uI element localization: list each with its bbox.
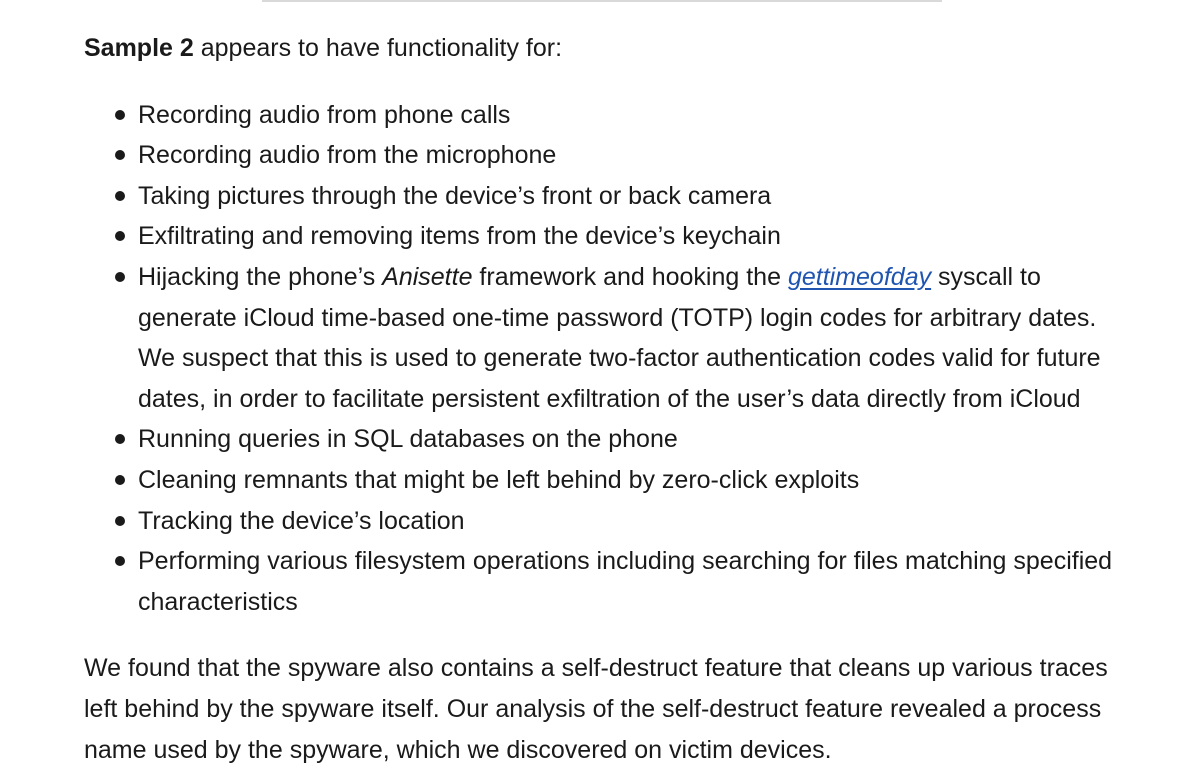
intro-text: appears to have functionality for: xyxy=(193,34,563,62)
list-item: Performing various filesystem operations including searching for files matching specified characteristics xyxy=(138,541,1134,622)
list-item: Taking pictures through the device’s front or back camera xyxy=(138,176,1134,217)
list-item: Cleaning remnants that might be left behind by zero-click exploits xyxy=(138,460,1134,501)
item-text-mid: framework and hooking the xyxy=(472,262,788,291)
item-text-post: syscall to generate iCloud time-based one-time password (TOTP) login codes for arbitrary dates. We suspect that this is used to generate two-factor authentication codes valid for future dates, in order to facilitate persistent exfiltration of the user’s data directly from iCloud xyxy=(138,262,1101,413)
outro-paragraph: We found that the spyware also contains a self-destruct feature that cleans up various traces left behind by the spyware itself. Our analysis of the self-destruct feature revealed a process name used by the spyware, which we discovered on victim devices. xyxy=(84,654,1108,764)
top-divider xyxy=(262,0,942,2)
item-text-pre: Hijacking the phone’s xyxy=(138,262,383,291)
list-item: Exfiltrating and removing items from the device’s keychain xyxy=(138,216,1134,257)
list-item: Recording audio from phone calls xyxy=(138,95,1134,136)
article-body xyxy=(84,28,1134,770)
intro-paragraph xyxy=(84,28,1134,69)
list-item: Tracking the device’s location xyxy=(138,501,1134,542)
anisette-term: Anisette xyxy=(382,262,473,291)
sample-label: Sample 2 xyxy=(84,34,194,62)
list-item xyxy=(138,257,1134,419)
list-item: Running queries in SQL databases on the phone xyxy=(138,419,1134,460)
list-item: Recording audio from the microphone xyxy=(138,135,1134,176)
functionality-list xyxy=(84,95,1134,623)
gettimeofday-link[interactable]: gettimeofday xyxy=(787,262,932,291)
